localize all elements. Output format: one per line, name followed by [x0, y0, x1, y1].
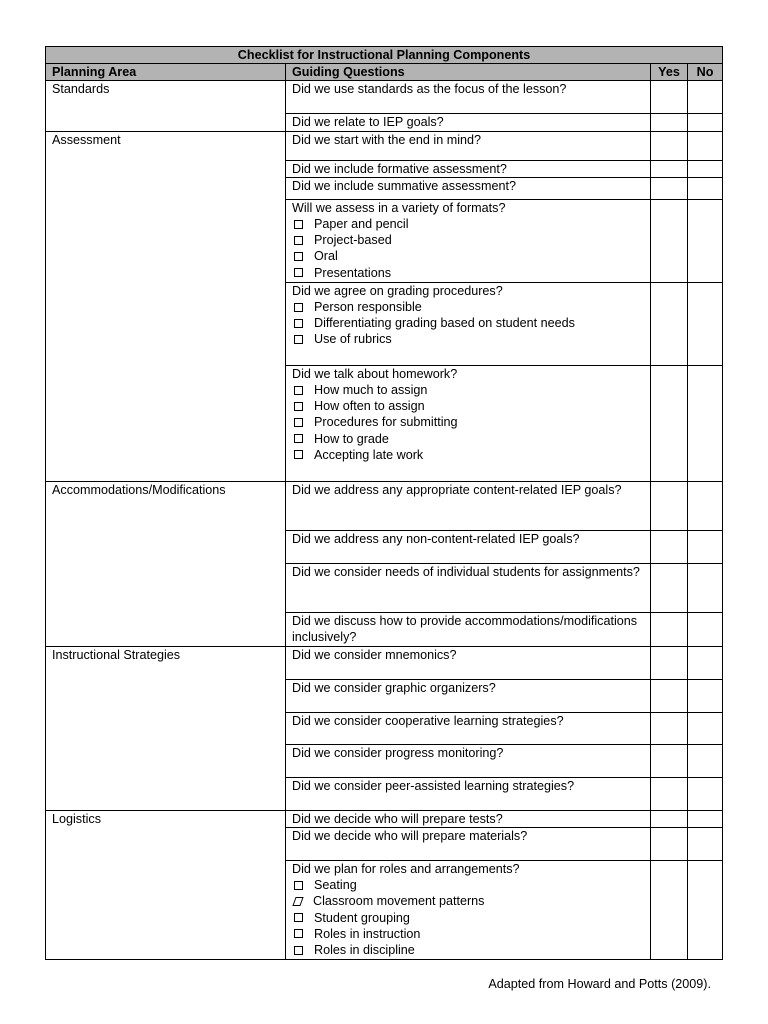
option-item: [292, 414, 650, 430]
question-text: Did we decide who will prepare materials?: [292, 829, 528, 844]
question-text: Did we consider progress monitoring?: [292, 745, 504, 760]
option-label: Paper and pencil: [314, 217, 409, 232]
no-cell[interactable]: [688, 744, 723, 777]
guiding-question-cell: [286, 530, 651, 563]
guiding-question-cell: [286, 777, 651, 810]
option-item: [292, 216, 650, 232]
option-item: [292, 893, 650, 909]
guiding-question-cell: [286, 712, 651, 744]
no-cell[interactable]: [688, 177, 723, 199]
source-citation: Adapted from Howard and Potts (2009).: [488, 977, 711, 991]
checkbox-icon[interactable]: [294, 303, 303, 312]
no-cell[interactable]: [688, 612, 723, 646]
option-item: [292, 447, 650, 463]
question-text: Did we consider graphic organizers?: [292, 680, 496, 695]
checklist-body: [46, 81, 723, 960]
checkbox-icon[interactable]: [294, 946, 303, 955]
question-text: Did we consider peer-assisted learning strategies?: [292, 778, 575, 793]
yes-cell[interactable]: [651, 777, 688, 810]
guiding-question-cell: [286, 131, 651, 160]
yes-cell[interactable]: [651, 160, 688, 177]
header-yes: Yes: [651, 64, 688, 81]
no-cell[interactable]: [688, 365, 723, 481]
planning-area-cell: Assessment: [46, 131, 286, 481]
checklist-page: [45, 46, 722, 960]
checkbox-icon[interactable]: [294, 881, 303, 890]
table-row: [46, 810, 723, 827]
checkbox-icon[interactable]: [294, 434, 303, 443]
guiding-question-cell: [286, 114, 651, 131]
no-cell[interactable]: [688, 712, 723, 744]
option-item: [292, 942, 650, 958]
checkbox-icon[interactable]: [294, 386, 303, 395]
yes-cell[interactable]: [651, 365, 688, 481]
option-label: How to grade: [314, 431, 389, 446]
checkbox-icon[interactable]: [294, 418, 303, 427]
no-cell[interactable]: [688, 861, 723, 960]
guiding-question-cell: [286, 612, 651, 646]
question-text: Did we start with the end in mind?: [292, 132, 481, 147]
yes-cell[interactable]: [651, 646, 688, 679]
no-cell[interactable]: [688, 777, 723, 810]
option-item: [292, 331, 650, 347]
option-item: [292, 248, 650, 264]
option-label: How much to assign: [314, 383, 428, 398]
guiding-question-cell: [286, 861, 651, 960]
no-cell[interactable]: [688, 282, 723, 365]
no-cell[interactable]: [688, 646, 723, 679]
yes-cell[interactable]: [651, 810, 688, 827]
yes-cell[interactable]: [651, 530, 688, 563]
option-item: [292, 315, 650, 331]
yes-cell[interactable]: [651, 744, 688, 777]
question-text: Did we discuss how to provide accommodations/modifications inclusively?: [292, 613, 638, 645]
option-label: Project-based: [314, 233, 392, 248]
option-label: Differentiating grading based on student needs: [314, 316, 575, 331]
yes-cell[interactable]: [651, 563, 688, 612]
checkbox-icon[interactable]: [294, 236, 303, 245]
checklist-table: [45, 46, 723, 960]
checkbox-icon[interactable]: [294, 913, 303, 922]
no-cell[interactable]: [688, 160, 723, 177]
option-label: Classroom movement patterns: [313, 894, 485, 909]
table-row: [46, 646, 723, 679]
checkbox-icon[interactable]: [294, 268, 303, 277]
question-text: Did we address any appropriate content-related IEP goals?: [292, 482, 622, 497]
guiding-question-cell: [286, 563, 651, 612]
option-item: [292, 299, 650, 315]
yes-cell[interactable]: [651, 679, 688, 712]
table-row: [46, 131, 723, 160]
no-cell[interactable]: [688, 81, 723, 114]
header-no: No: [688, 64, 723, 81]
checkbox-icon[interactable]: [292, 897, 303, 906]
checkbox-icon[interactable]: [294, 335, 303, 344]
no-cell[interactable]: [688, 828, 723, 861]
yes-cell[interactable]: [651, 131, 688, 160]
no-cell[interactable]: [688, 679, 723, 712]
header-planning-area: Planning Area: [46, 64, 286, 81]
guiding-question-cell: [286, 828, 651, 861]
yes-cell[interactable]: [651, 612, 688, 646]
option-label: Presentations: [314, 265, 392, 280]
no-cell[interactable]: [688, 530, 723, 563]
question-text: Did we relate to IEP goals?: [292, 115, 444, 130]
no-cell[interactable]: [688, 199, 723, 282]
guiding-question-cell: [286, 810, 651, 827]
question-text: Will we assess in a variety of formats?: [292, 200, 506, 215]
planning-area-cell: Instructional Strategies: [46, 646, 286, 810]
table-title: Checklist for Instructional Planning Components: [46, 47, 723, 64]
yes-cell[interactable]: [651, 114, 688, 131]
option-label: How often to assign: [314, 399, 425, 414]
yes-cell[interactable]: [651, 177, 688, 199]
no-cell[interactable]: [688, 563, 723, 612]
yes-cell[interactable]: [651, 828, 688, 861]
no-cell[interactable]: [688, 810, 723, 827]
option-item: [292, 926, 650, 942]
guiding-question-cell: [286, 81, 651, 114]
planning-area-cell: Standards: [46, 81, 286, 131]
yes-cell[interactable]: [651, 712, 688, 744]
guiding-question-cell: [286, 365, 651, 481]
no-cell[interactable]: [688, 481, 723, 530]
guiding-question-cell: [286, 282, 651, 365]
question-text: Did we use standards as the focus of the lesson?: [292, 82, 567, 97]
option-label: Procedures for submitting: [314, 415, 458, 430]
guiding-question-cell: [286, 744, 651, 777]
option-item: [292, 232, 650, 248]
guiding-question-cell: [286, 481, 651, 530]
checkbox-icon[interactable]: [294, 252, 303, 261]
guiding-question-cell: [286, 160, 651, 177]
question-text: Did we address any non-content-related IEP goals?: [292, 531, 580, 546]
question-text: Did we consider needs of individual students for assignments?: [292, 564, 640, 579]
no-cell[interactable]: [688, 131, 723, 160]
no-cell[interactable]: [688, 114, 723, 131]
option-item: [292, 265, 650, 281]
option-item: [292, 431, 650, 447]
checkbox-icon[interactable]: [294, 450, 303, 459]
table-row: [46, 481, 723, 530]
option-item: [292, 398, 650, 414]
header-guiding-questions: Guiding Questions: [286, 64, 651, 81]
option-item: [292, 877, 650, 893]
option-item: [292, 382, 650, 398]
question-text: Did we consider mnemonics?: [292, 647, 457, 662]
question-text: Did we include summative assessment?: [292, 178, 516, 193]
option-item: [292, 910, 650, 926]
guiding-question-cell: [286, 199, 651, 282]
question-text: Did we plan for roles and arrangements?: [292, 862, 520, 877]
checkbox-icon[interactable]: [294, 402, 303, 411]
checkbox-icon[interactable]: [294, 319, 303, 328]
question-text: Did we consider cooperative learning strategies?: [292, 713, 564, 728]
option-label: Accepting late work: [314, 447, 424, 462]
checkbox-icon[interactable]: [294, 220, 303, 229]
question-text: Did we agree on grading procedures?: [292, 283, 503, 298]
option-label: Use of rubrics: [314, 332, 392, 347]
yes-cell[interactable]: [651, 81, 688, 114]
question-text: Did we talk about homework?: [292, 366, 458, 381]
question-text: Did we include formative assessment?: [292, 161, 507, 176]
option-label: Student grouping: [314, 910, 410, 925]
checkbox-icon[interactable]: [294, 929, 303, 938]
option-label: Person responsible: [314, 300, 422, 315]
option-label: Oral: [314, 249, 338, 264]
planning-area-cell: Logistics: [46, 810, 286, 959]
yes-cell[interactable]: [651, 861, 688, 960]
guiding-question-cell: [286, 679, 651, 712]
guiding-question-cell: [286, 646, 651, 679]
yes-cell[interactable]: [651, 481, 688, 530]
option-label: Roles in instruction: [314, 926, 421, 941]
table-row: [46, 81, 723, 114]
guiding-question-cell: [286, 177, 651, 199]
option-label: Seating: [314, 878, 357, 893]
planning-area-cell: Accommodations/Modifications: [46, 481, 286, 646]
yes-cell[interactable]: [651, 199, 688, 282]
option-label: Roles in discipline: [314, 943, 415, 958]
yes-cell[interactable]: [651, 282, 688, 365]
question-text: Did we decide who will prepare tests?: [292, 811, 503, 826]
